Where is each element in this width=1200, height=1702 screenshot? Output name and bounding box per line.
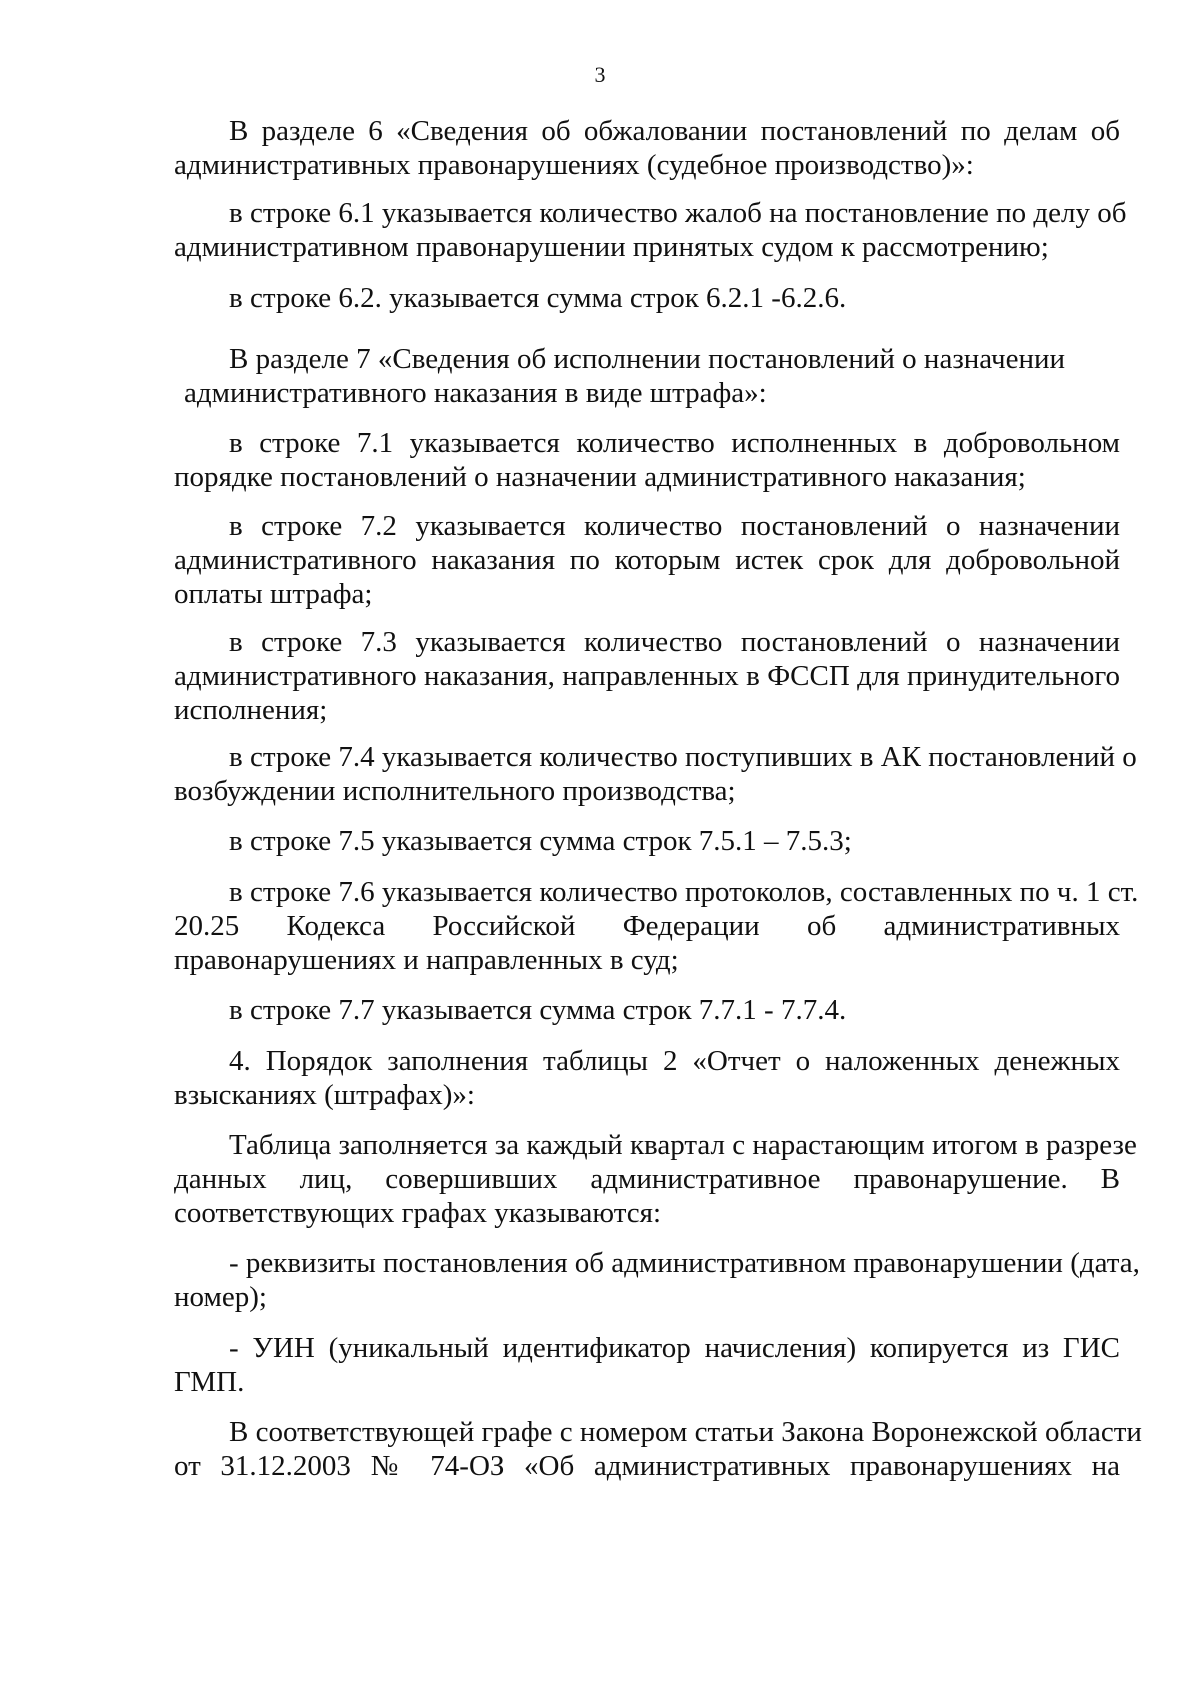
final-paragraph-line-2: от 31.12.2003 № 74-ОЗ «Об административных правонарушениях на [174, 1450, 1120, 1482]
row-7-2-line-1: в строке 7.2 указывается количество постановлений о назначении [229, 510, 1120, 542]
row-7-3-line-3: исполнения; [174, 694, 328, 726]
table-paragraph-line-3: соответствующих графах указываются: [174, 1197, 661, 1229]
table-paragraph-line-1: Таблица заполняется за каждый квартал с нарастающим итогом в разрезе [229, 1129, 1137, 1161]
final-paragraph-line-1: В соответствующей графе с номером статьи Закона Воронежской области [229, 1416, 1142, 1448]
row-6-2-line: в строке 6.2. указывается сумма строк 6.2.1 -6.2.6. [229, 282, 847, 314]
row-7-2-line-3: оплаты штрафа; [174, 578, 373, 610]
row-7-6-line-3: правонарушениях и направленных в суд; [174, 944, 679, 976]
item-4-heading-line-2: взысканиях (штрафах)»: [174, 1079, 475, 1111]
section-6-heading-line-2: административных правонарушениях (судебное производство)»: [174, 149, 974, 181]
item-4-heading-line-1: 4. Порядок заполнения таблицы 2 «Отчет о наложенных денежных [229, 1045, 1120, 1077]
section-7-heading-line-1: В разделе 7 «Сведения об исполнении постановлений о назначении [229, 343, 1066, 375]
details-bullet-line-1: - реквизиты постановления об административном правонарушении (дата, [229, 1247, 1140, 1279]
row-7-3-line-1: в строке 7.3 указывается количество постановлений о назначении [229, 626, 1120, 658]
row-7-1-line-1: в строке 7.1 указывается количество исполненных в добровольном [229, 427, 1120, 459]
row-7-5-line: в строке 7.5 указывается сумма строк 7.5.1 – 7.5.3; [229, 825, 852, 857]
section-7-heading-line-2: административного наказания в виде штрафа»: [184, 377, 767, 409]
row-7-4-line-1: в строке 7.4 указывается количество поступивших в АК постановлений о [229, 741, 1137, 773]
row-7-1-line-2: порядке постановлений о назначении административного наказания; [174, 461, 1026, 493]
table-paragraph-line-2: данных лиц, совершивших административное правонарушение. В [174, 1163, 1120, 1195]
row-7-3-line-2: административного наказания, направленных в ФССП для принудительного [174, 660, 1120, 692]
page-number: 3 [594, 62, 606, 87]
uin-bullet-line-1: - УИН (уникальный идентификатор начисления) копируется из ГИС [229, 1332, 1120, 1364]
row-6-1-line-2: административном правонарушении принятых судом к рассмотрению; [174, 231, 1049, 263]
details-bullet-line-2: номер); [174, 1281, 267, 1313]
row-7-4-line-2: возбуждении исполнительного производства; [174, 775, 736, 807]
row-7-2-line-2: административного наказания по которым истек срок для добровольной [174, 544, 1120, 576]
uin-bullet-line-2: ГМП. [174, 1366, 245, 1398]
row-7-6-line-1: в строке 7.6 указывается количество протоколов, составленных по ч. 1 ст. [229, 876, 1139, 908]
row-7-6-line-2: 20.25 Кодекса Российской Федерации об административных [174, 910, 1120, 942]
row-7-7-line: в строке 7.7 указывается сумма строк 7.7.1 - 7.7.4. [229, 994, 847, 1026]
row-6-1-line-1: в строке 6.1 указывается количество жалоб на постановление по делу об [229, 197, 1127, 229]
section-6-heading-line-1: В разделе 6 «Сведения об обжаловании постановлений по делам об [229, 115, 1120, 147]
